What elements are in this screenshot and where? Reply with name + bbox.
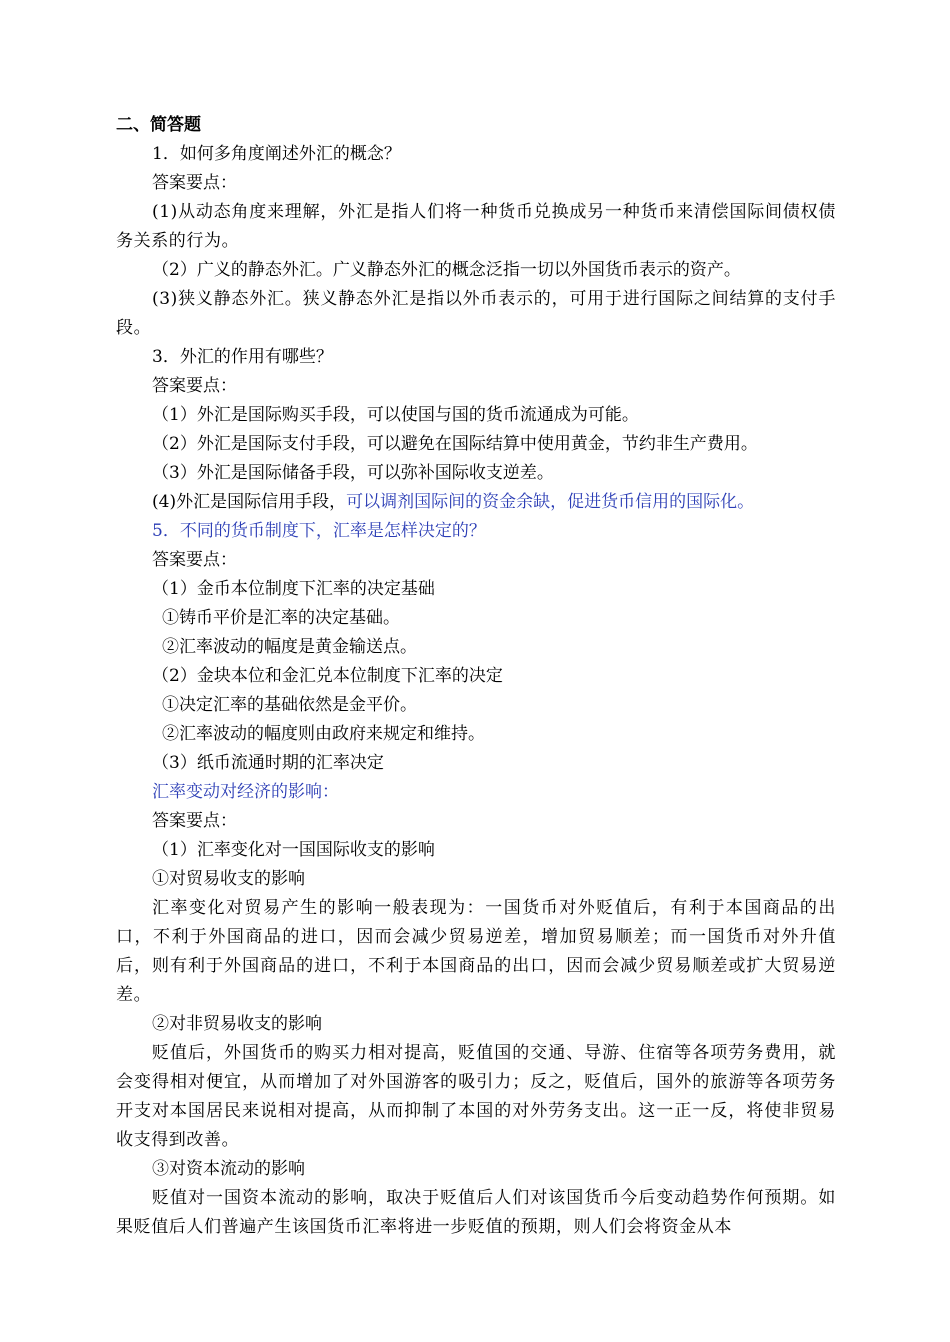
answer-paragraph: 贬值后，外国货币的购买力相对提高，贬值国的交通、导游、住宿等各项劳务费用，就会变得相对便宜，从而增加了对外国游客的吸引力；反之，贬值后，国外的旅游等各项劳务开支对本国居民来说相对提高，从而抑制了本国的对外劳务支出。这一正一反，将使非贸易收支得到改善。 (116, 1043, 836, 1150)
answer-item: （3）外汇是国际储备手段，可以弥补国际收支逆差。 (152, 463, 554, 483)
question-1-title: 1．如何多角度阐述外汇的概念？ (152, 144, 401, 164)
answer-item-text: (4)外汇是国际信用手段， (152, 492, 347, 512)
answer-label: 答案要点： (152, 376, 237, 396)
answer-label: 答案要点： (152, 550, 237, 570)
answer-item: （2）广义的静态外汇。广义静态外汇的概念泛指一切以外国货币表示的资产。 (152, 260, 741, 280)
answer-subitem: ②汇率波动的幅度则由政府来规定和维持。 (162, 724, 485, 744)
question-6-title: 汇率变动对经济的影响： (152, 782, 339, 802)
answer-subitem: ③对资本流动的影响 (152, 1159, 305, 1179)
answer-item (116, 488, 836, 517)
answer-item: （1）汇率变化对一国国际收支的影响 (152, 840, 435, 860)
answer-label: 答案要点： (152, 173, 237, 193)
answer-paragraph: 贬值对一国资本流动的影响，取决于贬值后人们对该国货币今后变动趋势作何预期。如果贬值后人们普遍产生该国货币汇率将进一步贬值的预期，则人们会将资金从本 (116, 1188, 836, 1237)
question-3-title: 3．外汇的作用有哪些？ (152, 347, 333, 367)
question-5-title: 5．不同的货币制度下，汇率是怎样决定的？ (152, 521, 486, 541)
answer-item: （1）外汇是国际购买手段，可以使国与国的货币流通成为可能。 (152, 405, 639, 425)
answer-item: （1）金币本位制度下汇率的决定基础 (152, 579, 435, 599)
answer-item: （3）纸币流通时期的汇率决定 (152, 753, 384, 773)
answer-subitem: ②对非贸易收支的影响 (152, 1014, 322, 1034)
answer-item: （2）外汇是国际支付手段，可以避免在国际结算中使用黄金，节约非生产费用。 (152, 434, 758, 454)
highlighted-text: 可以调剂国际间的资金余缺，促进货币信用的国际化。 (346, 492, 755, 512)
answer-subitem: ①铸币平价是汇率的决定基础。 (162, 608, 400, 628)
answer-item: （2）金块本位和金汇兑本位制度下汇率的决定 (152, 666, 503, 686)
answer-subitem: ①对贸易收支的影响 (152, 869, 305, 889)
answer-paragraph: (3)狭义静态外汇。狭义静态外汇是指以外币表示的，可用于进行国际之间结算的支付手段。 (116, 289, 836, 338)
answer-paragraph: (1)从动态角度来理解，外汇是指人们将一种货币兑换成另一种货币来清偿国际间债权债务关系的行为。 (116, 202, 836, 251)
answer-label: 答案要点： (152, 811, 237, 831)
section-title: 二、简答题 (116, 115, 201, 135)
answer-subitem: ①决定汇率的基础依然是金平价。 (162, 695, 417, 715)
document-page (116, 111, 836, 1242)
answer-paragraph: 汇率变化对贸易产生的影响一般表现为：一国货币对外贬值后，有利于本国商品的出口，不利于外国商品的进口，因而会减少贸易逆差，增加贸易顺差；而一国货币对外升值后，则有利于外国商品的进口，不利于本国商品的出口，因而会减少贸易顺差或扩大贸易逆差。 (116, 898, 836, 1005)
answer-subitem: ②汇率波动的幅度是黄金输送点。 (162, 637, 417, 657)
